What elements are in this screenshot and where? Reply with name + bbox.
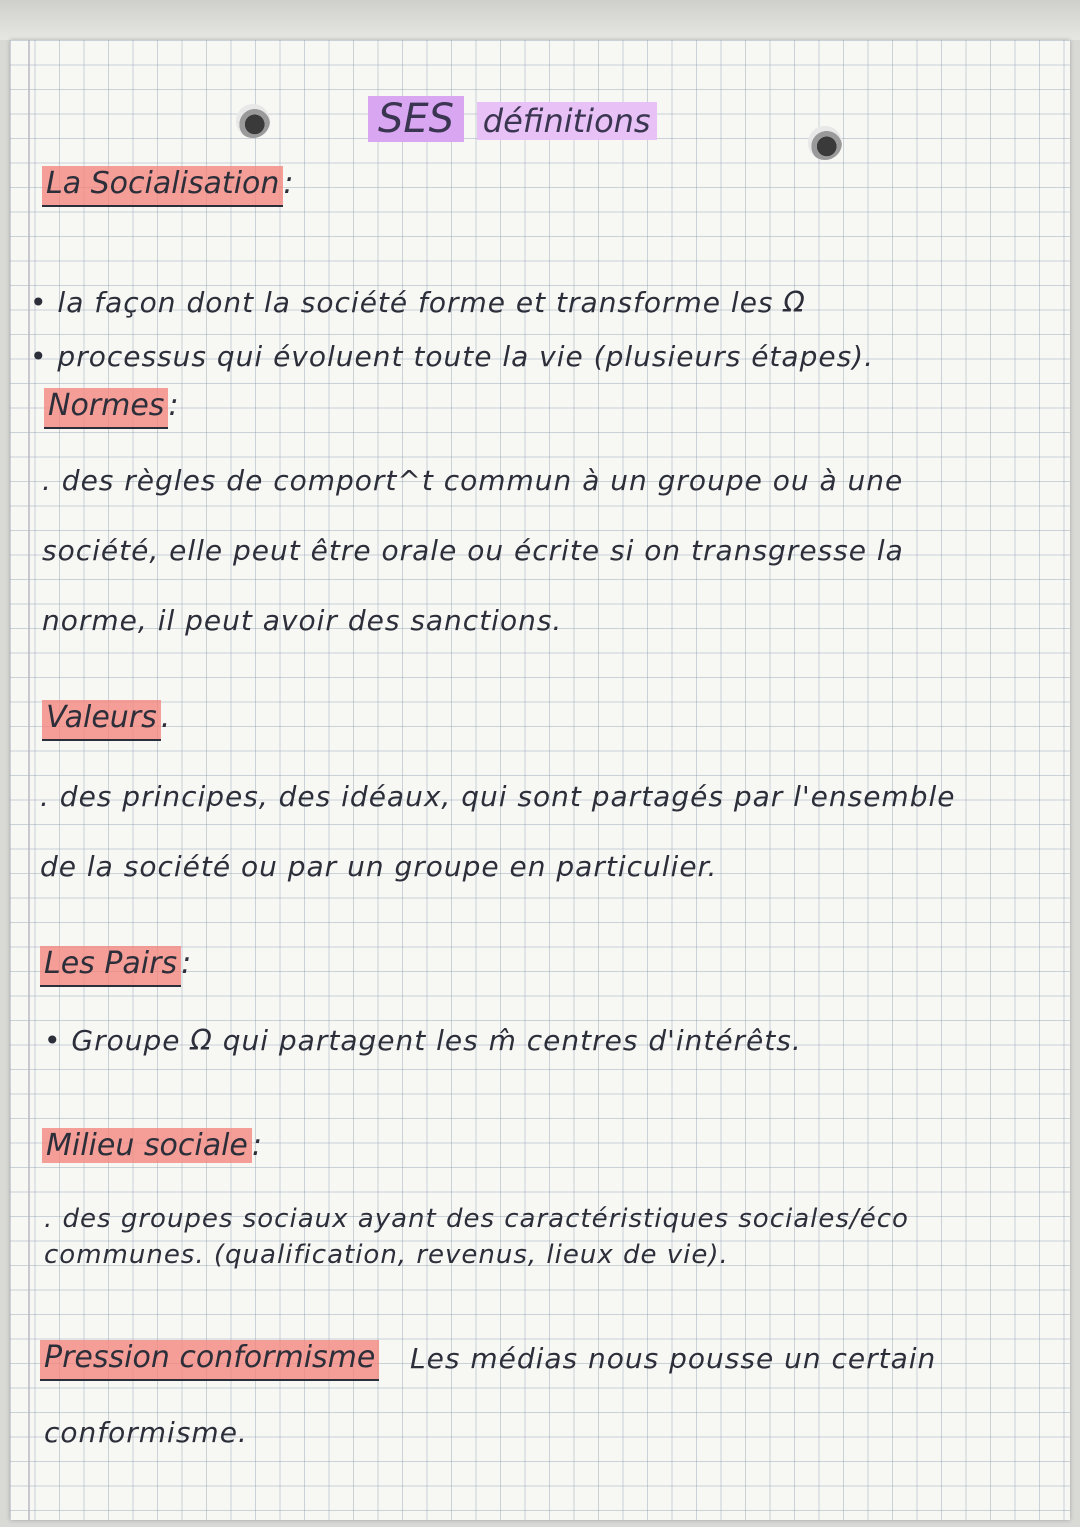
margin-line <box>28 40 30 1520</box>
heading-les-pairs: Les Pairs : <box>40 946 191 981</box>
punch-hole-left <box>236 104 270 138</box>
normes-line-2: société, elle peut être orale ou écrite si on transgresse la <box>42 534 904 567</box>
normes-line-1: . des règles de comport^t commun à un groupe ou à une <box>42 464 904 497</box>
heading-pression-conformisme: Pression conformisme <box>40 1340 379 1375</box>
heading-socialisation: La Socialisation : <box>42 166 294 201</box>
page-title <box>368 96 657 142</box>
punch-hole-right <box>808 126 842 160</box>
normes-line-3: norme, il peut avoir des sanctions. <box>42 604 563 637</box>
valeurs-line-2: de la société ou par un groupe en particulier. <box>40 850 718 883</box>
title-subject: SES <box>368 96 464 142</box>
valeurs-line-1: . des principes, des idéaux, qui sont partagés par l'ensemble <box>40 780 956 813</box>
title-label: définitions <box>477 102 657 140</box>
socialisation-line-2: • processus qui évoluent toute la vie (plusieurs étapes). <box>30 340 874 373</box>
socialisation-line-1: • la façon dont la société forme et transforme les Ω <box>30 286 806 319</box>
heading-valeurs: Valeurs . <box>42 700 170 735</box>
heading-normes: Normes : <box>44 388 179 423</box>
heading-milieu-sociale: Milieu sociale : <box>42 1128 262 1163</box>
paper-top-edge <box>0 0 1080 40</box>
pression-line-1: Les médias nous pousse un certain <box>410 1342 937 1375</box>
milieu-line-2: communes. (qualification, revenus, lieux de vie). <box>44 1240 729 1270</box>
pression-line-2: conformisme. <box>44 1416 248 1449</box>
milieu-line-1: . des groupes sociaux ayant des caractéristiques sociales/éco <box>44 1204 909 1234</box>
pairs-line-1: • Groupe Ω qui partagent les m̂ centres d'intérêts. <box>44 1024 802 1057</box>
